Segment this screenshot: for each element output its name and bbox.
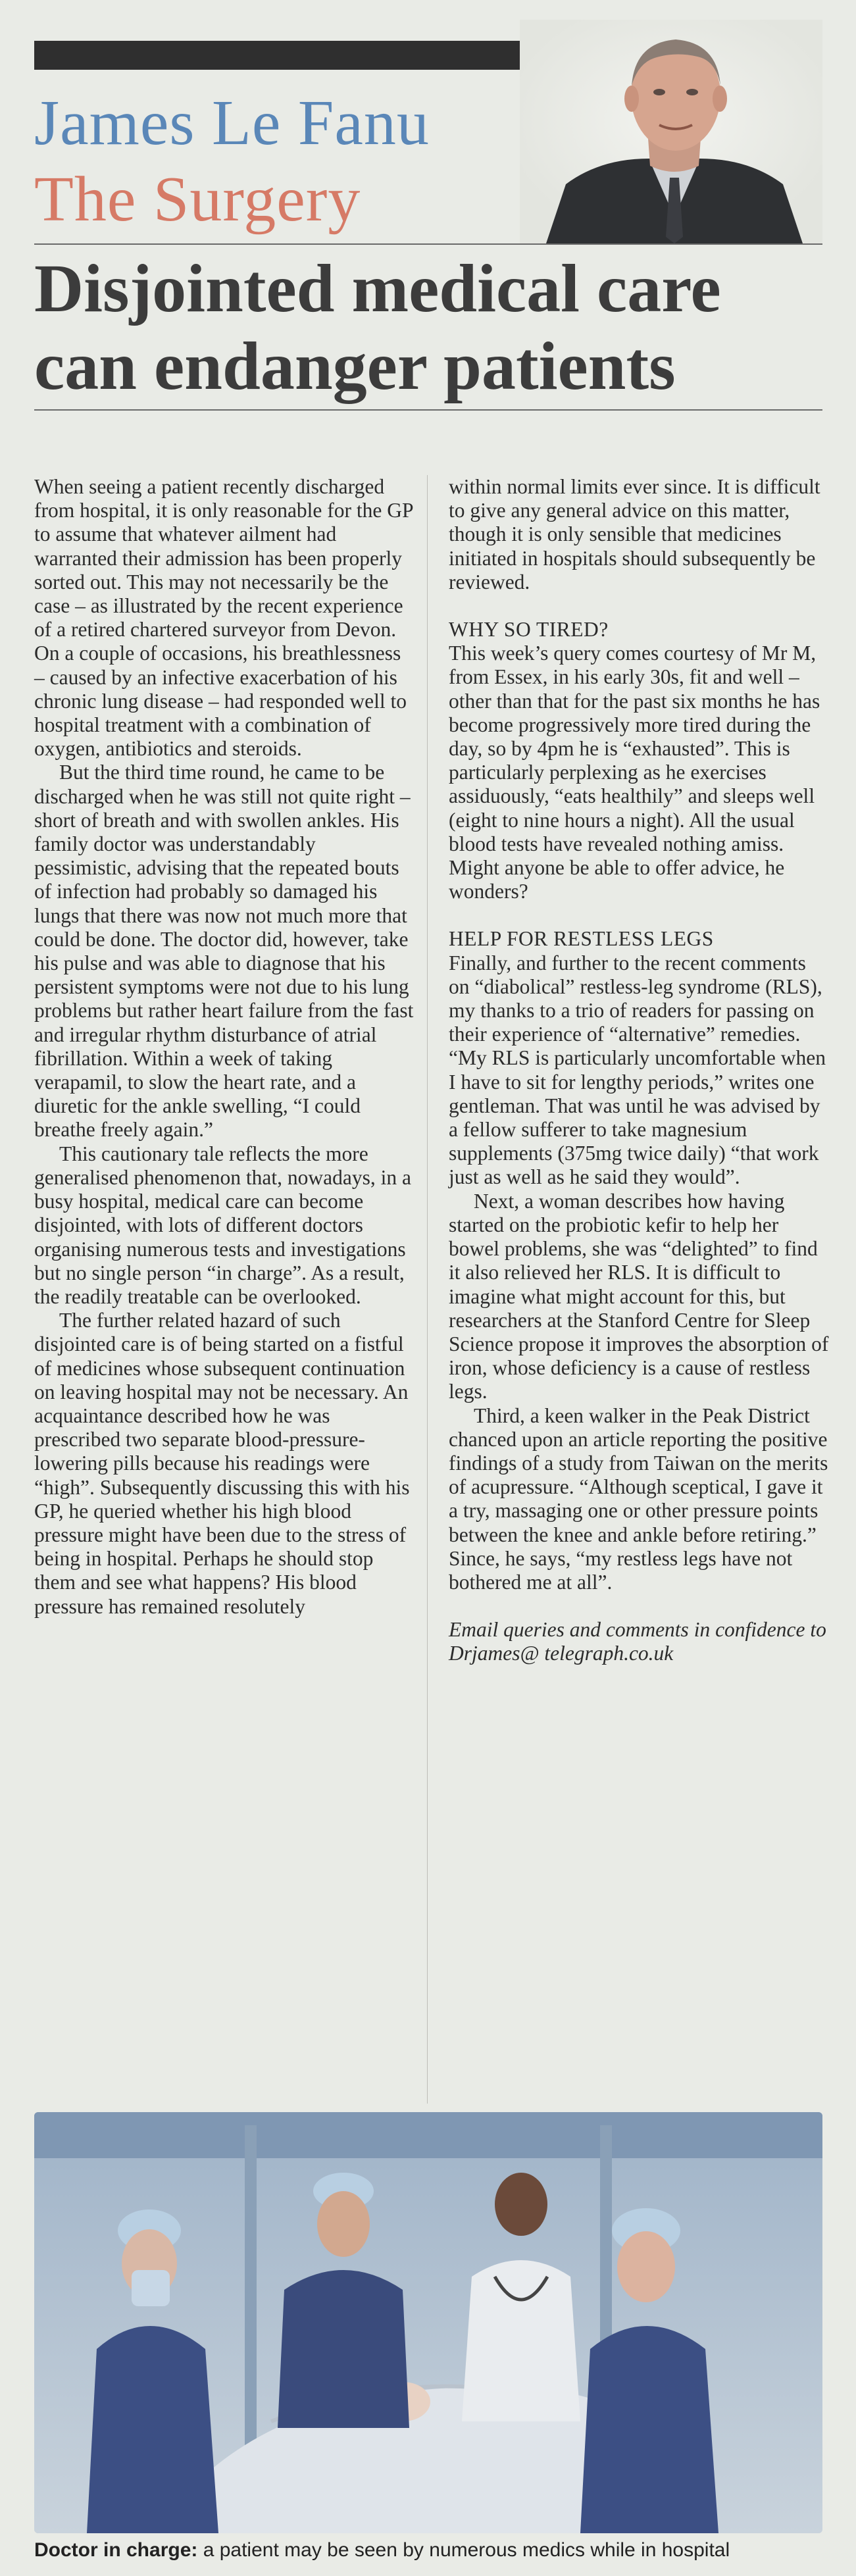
headline xyxy=(34,250,822,405)
headline-rule-bottom xyxy=(34,409,822,411)
paragraph: When seeing a patient recently discharged from hospital, it is only reasonable for the GP to assume that whatever ailment had warranted their admission has been properly sorted out. This may not necessarily be the case – as illustrated by the recent experience of a retired chartered surveyor from Devon. On a couple of occasions, his breathlessness – caused by an infective exacerbation of his chronic lung disease – had responded well to hospital treatment with a combination of oxygen, antibiotics and steroids. xyxy=(34,475,413,761)
subheading-why-so-tired: WHY SO TIRED? xyxy=(449,618,609,642)
photo-caption xyxy=(34,2537,822,2563)
caption-text: a patient may be seen by numerous medics while in hospital xyxy=(197,2539,730,2561)
paragraph: The further related hazard of such disjointed care is of being started on a fistful of medicines whose subsequent continuation on leaving hospital may not be necessary. An acquaintance described how he was prescribed two separate blood-pressure-lowering pills because his readings were “high”. Subsequently discussing this with his GP, he queried whether his high blood pressure might have been due to the stress of being in hospital. Perhaps he should stop them and see what happens? His blood pressure has remained resolutely xyxy=(34,1309,410,1618)
subheading-restless-legs: HELP FOR RESTLESS LEGS xyxy=(449,927,714,951)
headline-rule-top xyxy=(34,243,822,245)
paragraph: Finally, and further to the recent comments on “diabolical” restless-leg syndrome (RLS), my thanks to a trio of readers for passing on their experience of “alternative” remedies. “My RLS is particularly uncomfortable when I have to sit for lengthy periods,” writes one gentleman. That was until he was advised by a fellow sufferer to take magnesium supplements (375mg twice daily) “that work just as well as he said they would”. xyxy=(449,951,826,1189)
headline-line-1: Disjointed medical care xyxy=(34,251,721,326)
paragraph: This week’s query comes courtesy of Mr M, from Essex, in his early 30s, fit and well – other than that for the past six months he has become progressively more tired during the day, so by 4pm he is “exhausted”. This is particularly perplexing as he exercises assiduously, “eats healthily” and sleeps well (eight to nine hours a night). All the usual blood tests have revealed nothing amiss. Might anyone be able to offer advice, he wonders? xyxy=(449,642,820,903)
paragraph: This cautionary tale reflects the more generalised phenomenon that, nowadays, in a busy hospital, medical care can become disjointed, with lots of different doctors organising numerous tests and investigations but no single person “in charge”. As a result, the readily treatable can be overlooked. xyxy=(34,1142,411,1308)
hospital-photo xyxy=(34,2112,822,2533)
article-column-2 xyxy=(449,475,829,1666)
column-title: The Surgery xyxy=(34,164,361,235)
author-portrait xyxy=(520,20,822,243)
paragraph: Third, a keen walker in the Peak District chanced upon an article reporting the positive findings of a study from Taiwan on the merits of acupressure. “Although sceptical, I gave it a try, massaging one or other pressure points between the knee and ankle before retiring.” Since, he says, “my restless legs have not bothered me at all”. xyxy=(449,1403,828,1594)
headline-line-2: can endanger patients xyxy=(34,328,676,404)
paragraph: But the third time round, he came to be discharged when he was still not quite right – short of breath and with swollen ankles. His family doctor was understandably pessimistic, advising that the repeated bouts of infection had probably so damaged his lungs that there was now not much more that could be done. The doctor did, however, take his pulse and was able to diagnose that his persistent symptoms were not due to his lung problems but rather heart failure from the fast and irregular rhythm disturbance of atrial fibrillation. Within a week of taking verapamil, to slow the heart rate, and a diuretic for the ankle swelling, “I could breathe freely again.” xyxy=(34,761,414,1142)
caption-lead: Doctor in charge: xyxy=(34,2539,198,2561)
paragraph: within normal limits ever since. It is difficult to give any general advice on this matter, though it is only sensible that medicines initiated in hospitals should subsequently be reviewed. xyxy=(449,475,820,593)
author-name: James Le Fanu xyxy=(34,88,430,159)
email-signoff: Email queries and comments in confidence to Drjames@ telegraph.co.uk xyxy=(449,1618,826,1665)
article-column-1 xyxy=(34,475,415,1619)
paragraph: Next, a woman describes how having started on the probiotic kefir to help her bowel problems, she was “delighted” to find it also relieved her RLS. It is difficult to imagine what might account for this, but researchers at the Stanford Centre for Sleep Science propose it improves the absorption of iron, whose deficiency is a cause of restless legs. xyxy=(449,1189,829,1403)
column-divider xyxy=(427,475,428,2104)
